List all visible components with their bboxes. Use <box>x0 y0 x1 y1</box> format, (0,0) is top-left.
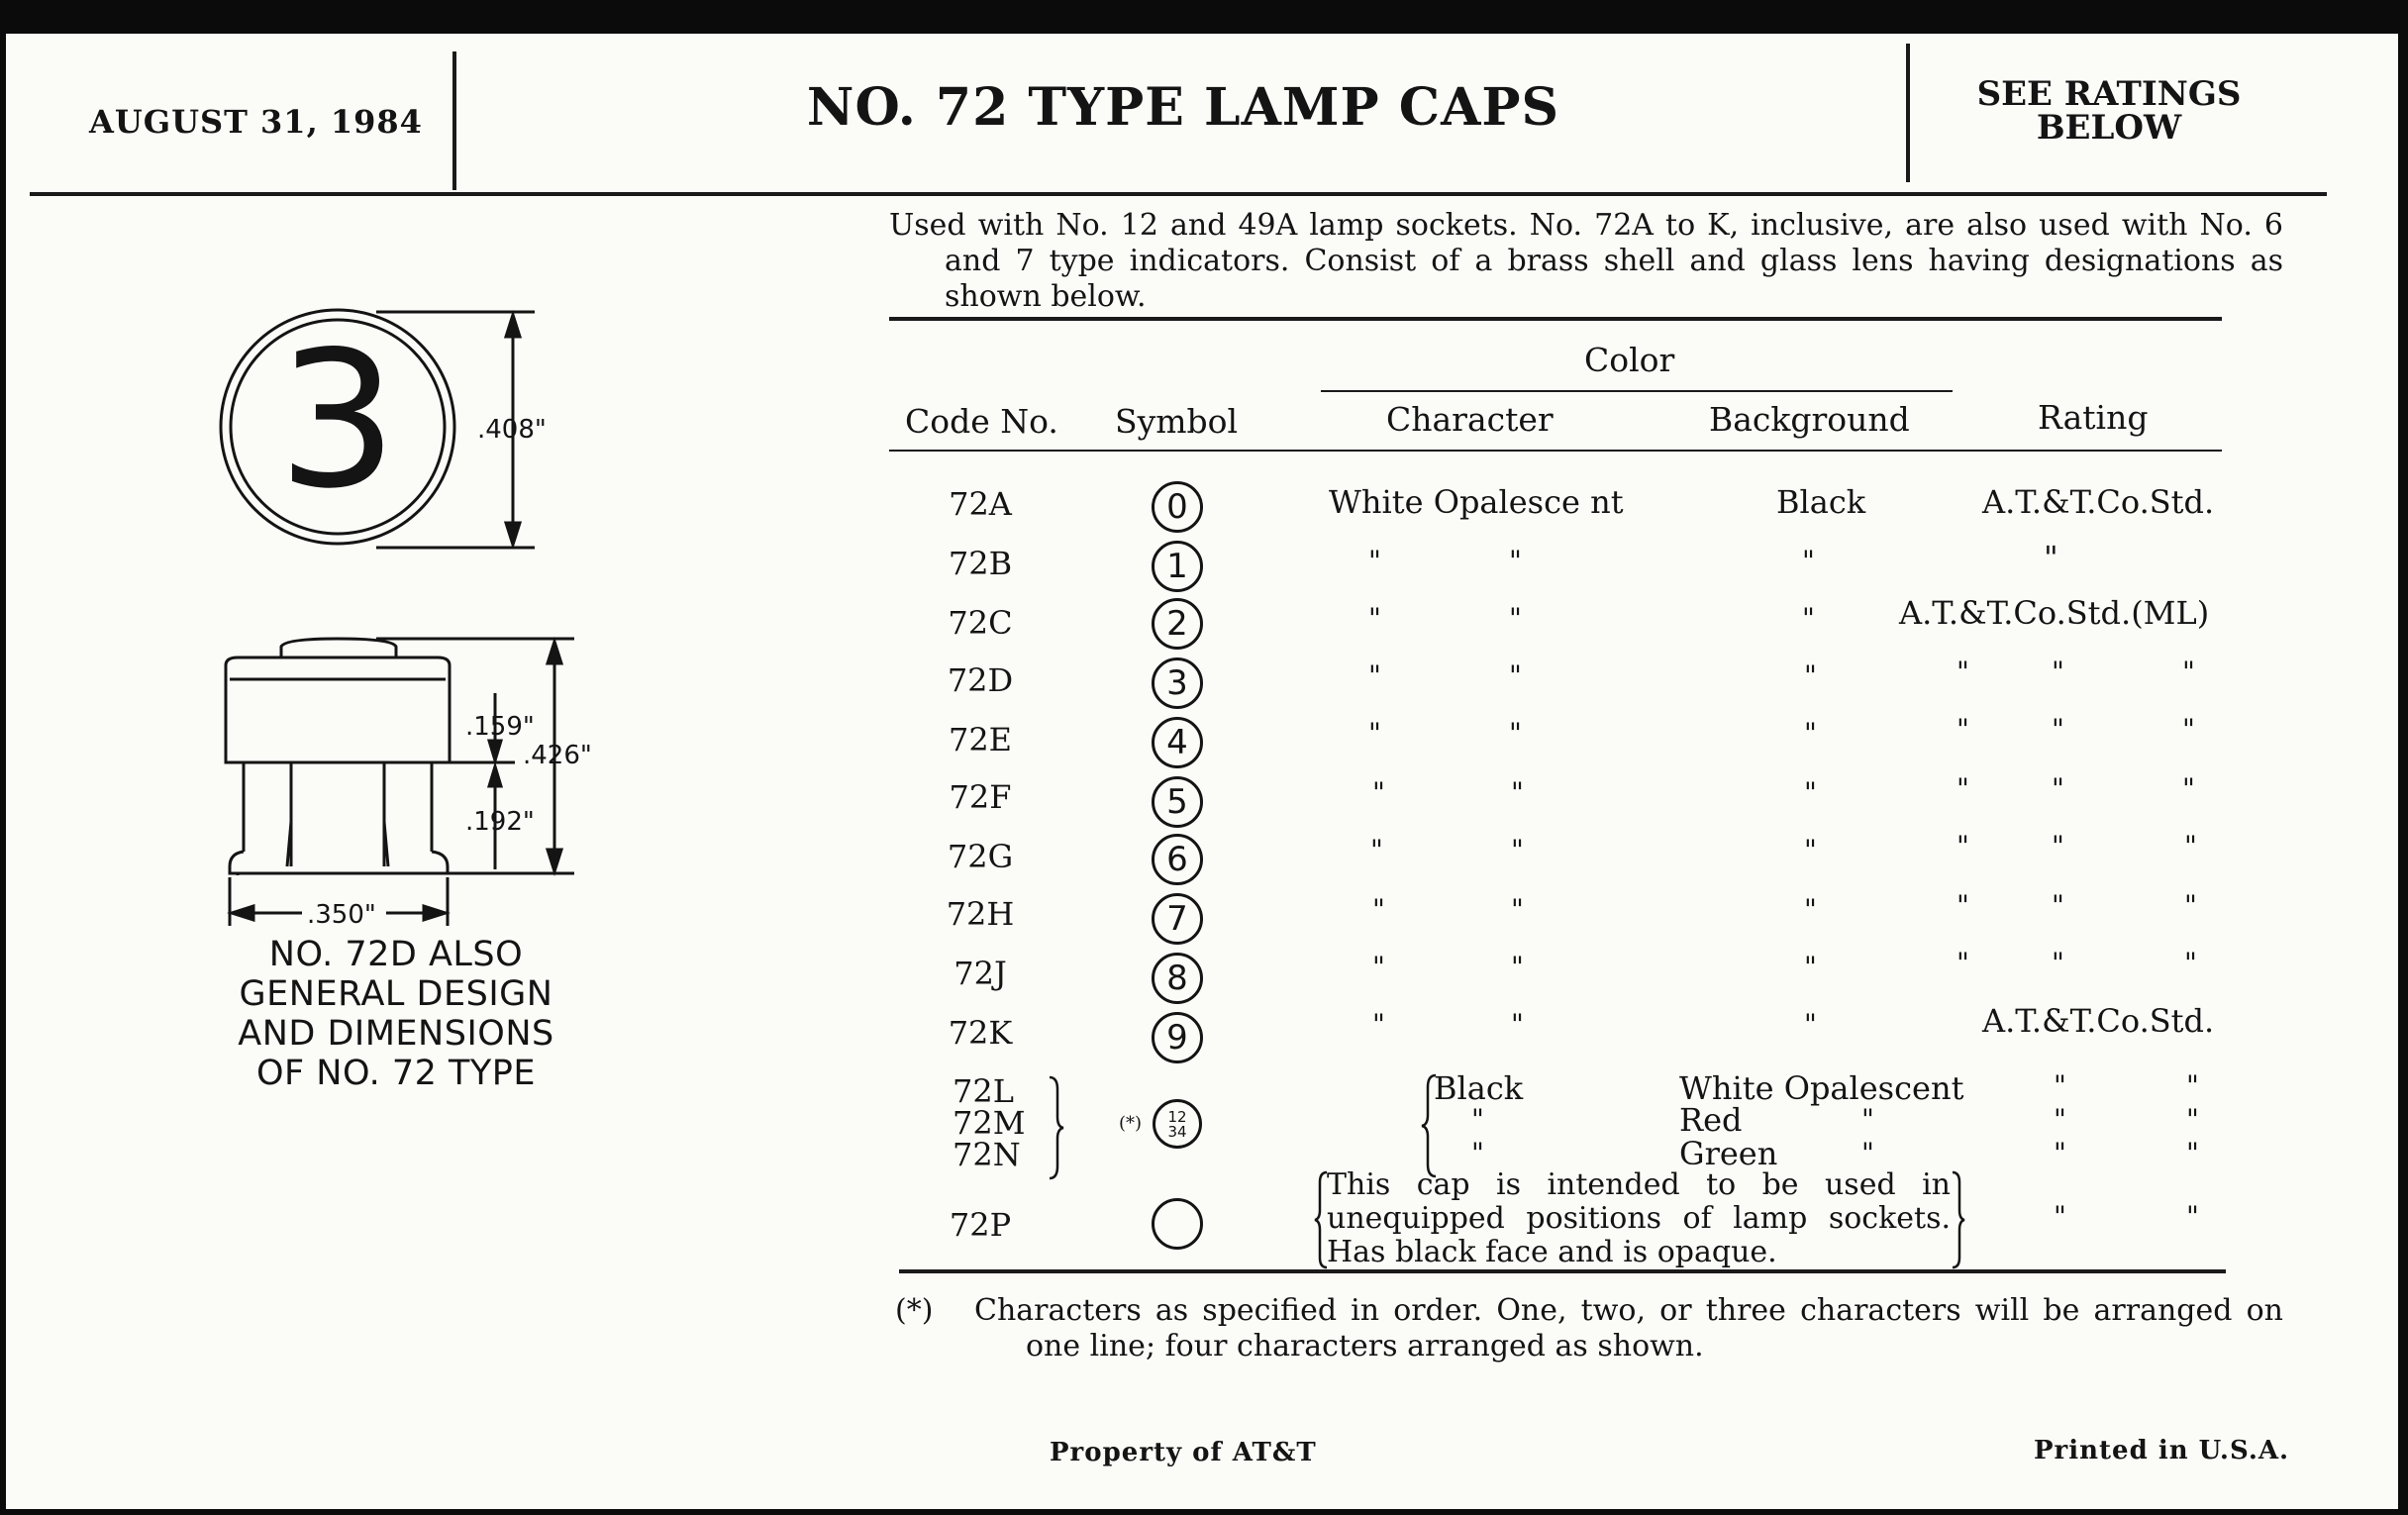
ditto-mark: " <box>1471 1137 1484 1169</box>
ditto-mark: " <box>1804 951 1817 983</box>
intro-paragraph: Used with No. 12 and 49A lamp sockets. No. 72A to K, inclusive, are also used with No. 6 and 7 type indicators. Consist of a brass shell and glass lens having designations as shown below. <box>889 208 2283 314</box>
ditto-mark: " <box>1511 834 1524 866</box>
table-cell-background: White Opalescent <box>1679 1069 1964 1107</box>
table-cell-code: 72A <box>949 485 1012 523</box>
ditto-mark: " <box>1372 776 1385 809</box>
ditto-mark: " <box>1861 1103 1874 1136</box>
dim-426-label: .426" <box>523 741 592 770</box>
ditto-mark: " <box>1804 659 1817 692</box>
color-group-header: Color <box>1584 341 1675 379</box>
ditto-mark: " <box>1509 717 1522 750</box>
table-cell-code: 72F <box>949 778 1012 816</box>
ditto-mark: " <box>1956 830 1969 862</box>
ditto-mark: " <box>1804 1008 1817 1041</box>
ditto-mark: " <box>1511 951 1524 983</box>
table-cell-note: This cap is intended to be used in unequipped positions of lamp sockets. Has black face and is opaque. <box>1327 1167 1951 1269</box>
dim-lens-label: .408" <box>477 415 547 445</box>
table-cell-code: 72E <box>948 721 1013 758</box>
symbol-icon-2: 2 <box>1152 598 1203 650</box>
symbol-icon-0: 0 <box>1152 481 1203 533</box>
footer-property: Property of AT&T <box>1050 1438 1317 1467</box>
ditto-mark: " <box>1956 656 1969 688</box>
color-group-rule <box>1321 390 1953 392</box>
col-header-rating: Rating <box>2038 398 2149 437</box>
col-header-symbol: Symbol <box>1115 402 1239 441</box>
ditto-mark: " <box>1509 602 1522 635</box>
col-header-background: Background <box>1709 400 1910 439</box>
ditto-mark: " <box>2182 656 2195 688</box>
ditto-mark: " <box>2184 889 2197 922</box>
ditto-mark: " <box>2186 1069 2199 1102</box>
dim-159-label: .159" <box>465 712 535 742</box>
ditto-mark: " <box>1368 545 1381 577</box>
table-cell-background: Black <box>1776 483 1866 521</box>
ditto-mark: " <box>1509 545 1522 577</box>
ditto-mark: " <box>1509 659 1522 692</box>
ditto-mark: " <box>2052 713 2064 746</box>
ditto-mark: " <box>1372 951 1385 983</box>
dim-350-label: .350" <box>307 900 376 930</box>
table-cell-rating: A.T.&T.Co.Std. <box>1982 483 2215 521</box>
ditto-mark: " <box>2184 947 2197 979</box>
symbol-icon-5: 5 <box>1152 776 1203 828</box>
ditto-mark: " <box>1804 717 1817 750</box>
ditto-mark: " <box>2052 772 2064 805</box>
table-cell-rating: A.T.&T.Co.Std.(ML) <box>1899 594 2210 632</box>
ditto-mark: " <box>1511 776 1524 809</box>
symbol-icon-7: 7 <box>1152 893 1203 945</box>
ditto-mark: " <box>1802 602 1815 635</box>
col-header-code: Code No. <box>905 402 1058 441</box>
page-title: NO. 72 TYPE LAMP CAPS <box>806 77 1560 138</box>
ditto-mark: " <box>2054 1103 2066 1136</box>
symbol-icon-6: 6 <box>1152 834 1203 885</box>
ditto-mark: " <box>1372 1008 1385 1041</box>
symbol-icon-3: 3 <box>1152 657 1203 709</box>
symbol-icon-9: 9 <box>1152 1012 1203 1063</box>
right-brace-icon <box>1046 1075 1065 1180</box>
table-cell-code: 72K <box>948 1014 1013 1052</box>
ditto-mark: " <box>2186 1103 2199 1136</box>
ditto-mark: " <box>1956 772 1969 805</box>
right-brace-icon <box>1951 1170 1966 1269</box>
ditto-mark: " <box>2182 713 2195 746</box>
drawing-caption: NO. 72D ALSO GENERAL DESIGN AND DIMENSIONS OF NO. 72 TYPE <box>238 935 554 1093</box>
ditto-mark: " <box>1511 1008 1524 1041</box>
footnote-text: Characters as specified in order. One, two, or three characters will be arranged on one line; four characters arranged as shown. <box>974 1293 2283 1364</box>
table-cell-code: 72J <box>953 955 1007 992</box>
table-cell-code: 72M <box>953 1104 1026 1142</box>
ditto-mark: " <box>1368 659 1381 692</box>
table-cell-background: Red <box>1679 1101 1743 1139</box>
table-cell-rating: " <box>2044 539 2058 576</box>
ditto-mark: " <box>1956 947 1969 979</box>
ditto-mark: " <box>1368 717 1381 750</box>
table-cell-background: Green <box>1679 1135 1778 1172</box>
ditto-mark: " <box>1861 1137 1874 1169</box>
ditto-mark: " <box>2184 830 2197 862</box>
ditto-mark: " <box>2052 656 2064 688</box>
symbol-icon-blank <box>1152 1198 1203 1250</box>
table-bottom-rule <box>899 1269 2226 1273</box>
table-cell-code: 72L <box>953 1072 1014 1110</box>
ditto-mark: " <box>2054 1200 2066 1233</box>
footnote-mark: (*) <box>895 1293 934 1328</box>
table-cell-code: 72N <box>953 1136 1021 1173</box>
ditto-mark: " <box>2054 1137 2066 1169</box>
table-cell-code: 72D <box>947 661 1014 699</box>
table-cell-rating: A.T.&T.Co.Std. <box>1982 1002 2215 1040</box>
ditto-mark: " <box>1804 776 1817 809</box>
ditto-mark: " <box>2186 1137 2199 1169</box>
footer-printed: Printed in U.S.A. <box>2034 1436 2290 1465</box>
ditto-mark: " <box>1511 893 1524 926</box>
table-cell-character: Black <box>1434 1069 1524 1107</box>
ditto-mark: " <box>1370 834 1383 866</box>
ditto-mark: " <box>2052 947 2064 979</box>
symbol-icon-4: 4 <box>1152 717 1203 768</box>
table-cell-code: 72C <box>948 604 1013 642</box>
ditto-mark: " <box>2052 889 2064 922</box>
symbol-footnote-mark: (*) <box>1119 1113 1143 1134</box>
col-header-character: Character <box>1386 400 1554 439</box>
ditto-mark: " <box>2186 1200 2199 1233</box>
header-ratings-note: SEE RATINGS BELOW <box>1976 74 2242 148</box>
ditto-mark: " <box>2182 772 2195 805</box>
table-cell-code: 72G <box>947 838 1014 875</box>
ditto-mark: " <box>2052 830 2064 862</box>
table-cell-character: White Opalesce nt <box>1329 483 1624 521</box>
document-date: AUGUST 31, 1984 <box>89 103 423 141</box>
ditto-mark: " <box>1372 893 1385 926</box>
ditto-mark: " <box>1956 713 1969 746</box>
symbol-icon-8: 8 <box>1152 953 1203 1004</box>
ditto-mark: " <box>2054 1069 2066 1102</box>
ditto-mark: " <box>1802 545 1815 577</box>
table-cell-code: 72B <box>948 545 1013 582</box>
symbol-icon-multi: 12 34 <box>1153 1099 1202 1149</box>
symbol-icon-1: 1 <box>1152 541 1203 592</box>
ditto-mark: " <box>1956 889 1969 922</box>
table-cell-code: 72H <box>946 895 1015 933</box>
ditto-mark: " <box>1804 893 1817 926</box>
table-cell-code: 72P <box>949 1206 1012 1244</box>
ditto-mark: " <box>1471 1103 1484 1136</box>
dim-192-label: .192" <box>465 807 535 837</box>
lens-digit: 3 <box>277 311 398 530</box>
ditto-mark: " <box>1804 834 1817 866</box>
header-underline <box>889 450 2222 452</box>
ditto-mark: " <box>1368 602 1381 635</box>
